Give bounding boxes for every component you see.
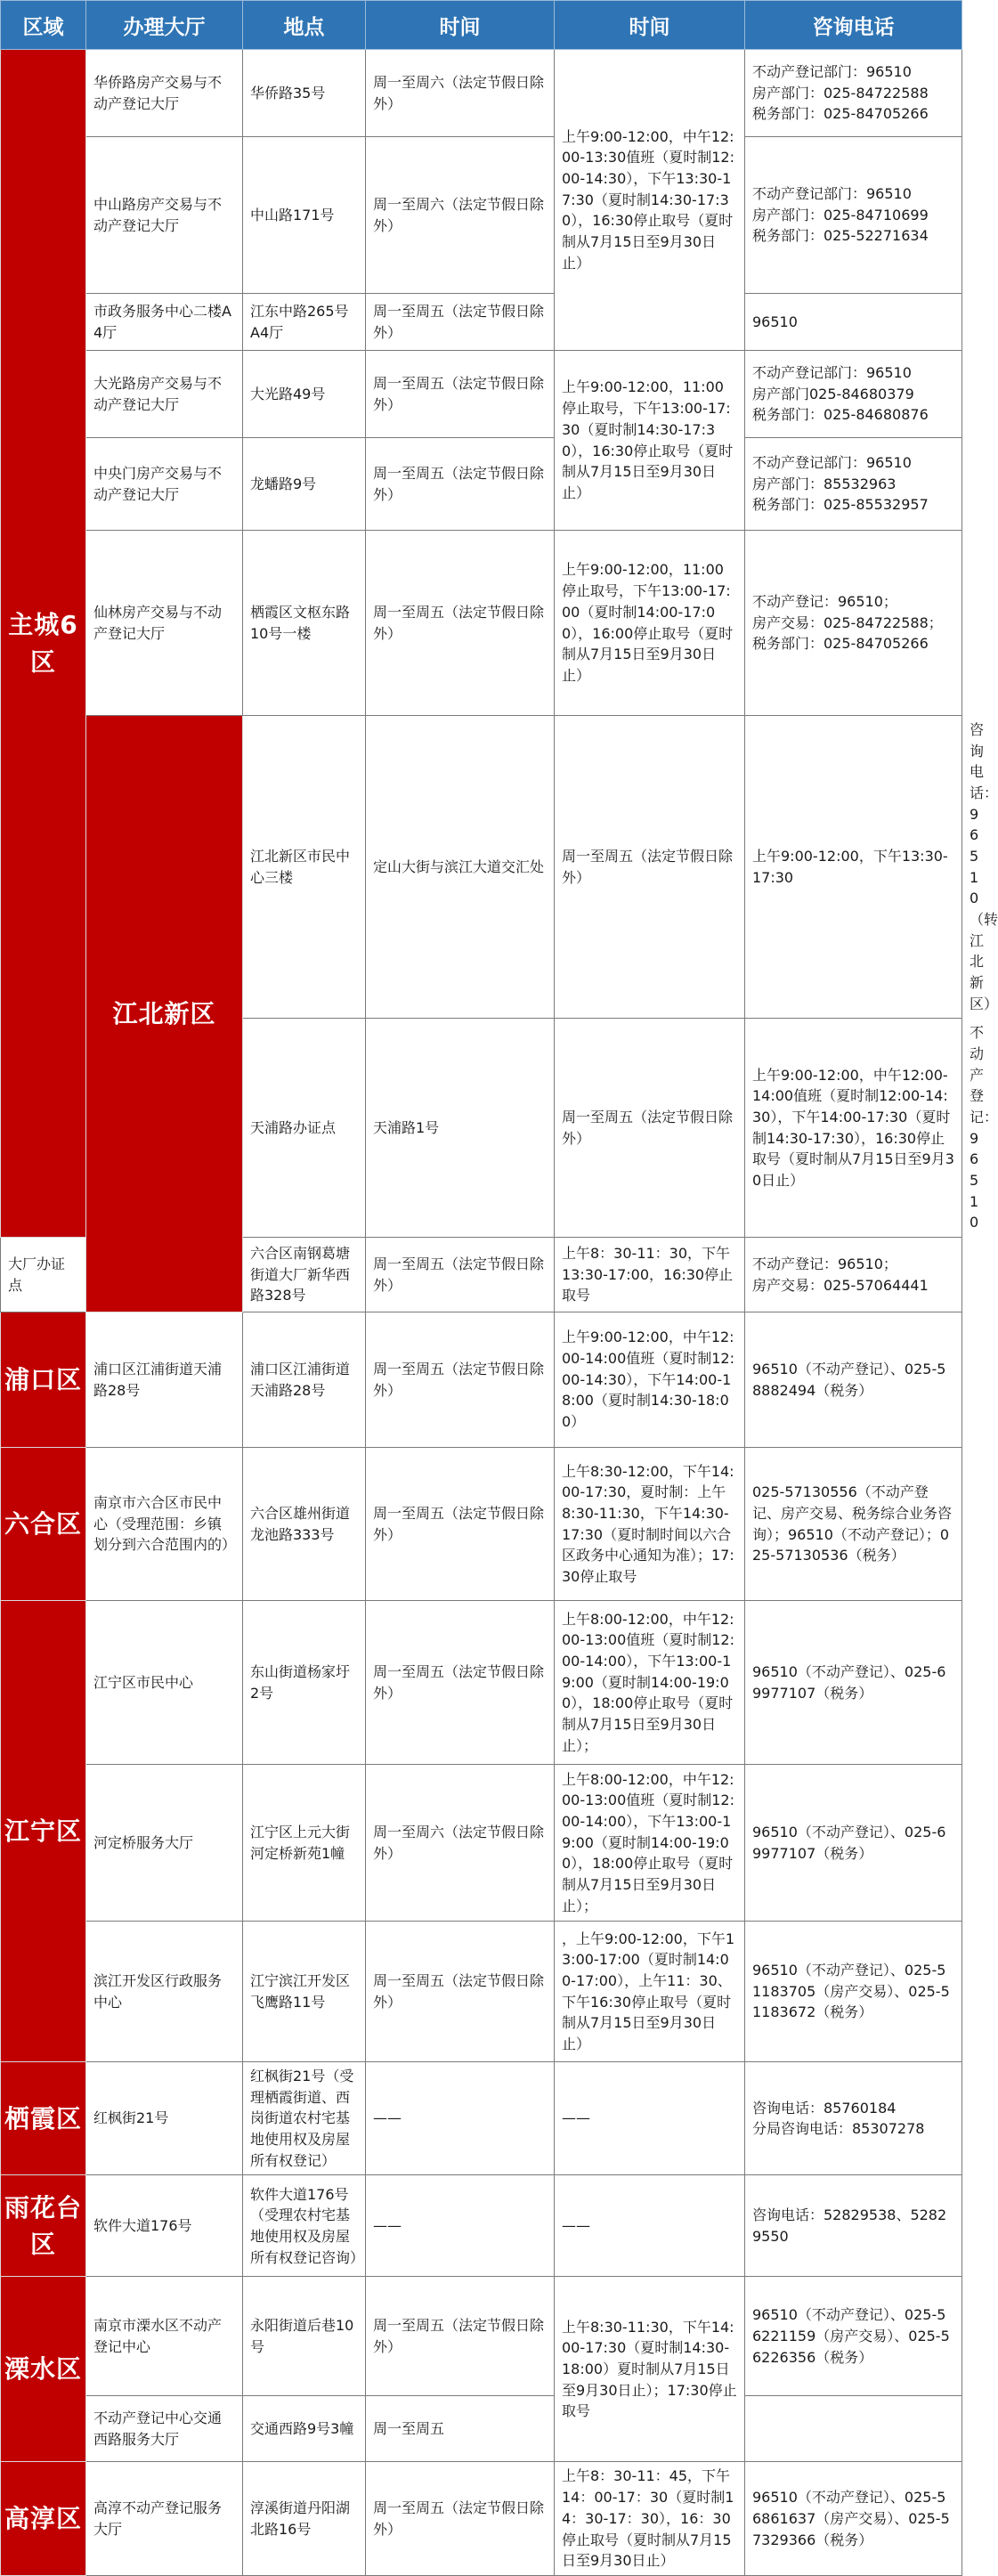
location-cell: 江宁滨江开发区飞鹰路11号 <box>243 1922 366 2062</box>
table-row <box>1 1601 962 1765</box>
table-row <box>1 2062 962 2175</box>
table-row <box>1 1765 962 1922</box>
hall-cell: 红枫街21号 <box>86 2062 243 2175</box>
hall-cell: 大光路房产交易与不动产登记大厅 <box>86 351 243 438</box>
hall-cell: 不动产登记中心交通西路服务大厅 <box>86 2396 243 2462</box>
table-row <box>1 294 962 351</box>
hall-cell: 南京市溧水区不动产登记中心 <box>86 2277 243 2396</box>
days-cell: 周一至周五（法定节假日除外） <box>555 1019 745 1238</box>
hall-cell: 南京市六合区市民中心（受理范围：乡镇划分到六合范围内的） <box>86 1448 243 1601</box>
phone-cell: 96510（不动产登记）、025-51183705（房产交易）、025-51183672（税务） <box>745 1922 962 2062</box>
hours-cell: —— <box>555 2062 745 2175</box>
days-cell: 周一至周六（法定节假日除外） <box>366 137 555 294</box>
days-cell: 周一至周五（法定节假日除外） <box>555 716 745 1019</box>
phone-cell: 96510（不动产登记）、025-56221159（房产交易）、025-56226356（税务） <box>745 2277 962 2396</box>
hours-cell: 上午9:00-12:00，11:00停止取号，下午13:00-17:30（夏时制14:30-17:30），16:30停止取号（夏时制从7月15日至9月30日止） <box>555 351 745 531</box>
table-row <box>1 531 962 716</box>
location-cell: 六合区雄州街道龙池路333号 <box>243 1448 366 1601</box>
header-location: 地点 <box>243 1 366 50</box>
hall-cell: 中央门房产交易与不动产登记大厅 <box>86 438 243 531</box>
phone-cell: 96510（不动产登记）、025-69977107（税务） <box>745 1601 962 1765</box>
hours-cell: 上午8：30-11：30，下午13:30-17:00，16:30停止取号 <box>555 1238 745 1312</box>
days-cell: 周一至周五（法定节假日除外） <box>366 531 555 716</box>
phone-cell: 96510（不动产登记）、025-69977107（税务） <box>745 1765 962 1922</box>
hours-cell: —— <box>555 2175 745 2277</box>
region-cell-yuhuatai: 雨花台区 <box>1 2175 86 2277</box>
region-cell-gaochun: 高淳区 <box>1 2462 86 2575</box>
days-cell: —— <box>366 2062 555 2175</box>
location-cell: 江宁区上元大街河定桥新苑1幢 <box>243 1765 366 1922</box>
location-cell: 东山街道杨家圩2号 <box>243 1601 366 1765</box>
hall-cell: 浦口区江浦街道天浦路28号 <box>86 1312 243 1448</box>
location-cell: 华侨路35号 <box>243 50 366 137</box>
hall-cell: 天浦路办证点 <box>243 1019 366 1238</box>
table-row <box>1 137 962 294</box>
location-cell: 红枫街21号（受理栖霞街道、西岗街道农村宅基地使用权及房屋所有权登记） <box>243 2062 366 2175</box>
hall-cell: 滨江开发区行政服务中心 <box>86 1922 243 2062</box>
days-cell: —— <box>366 2175 555 2277</box>
table-row <box>1 2175 962 2277</box>
hours-cell: 上午8:00-12:00，中午12:00-13:00值班（夏时制12:00-14:00），下午13:00-19:00（夏时制14:00-19:00），18:00停止取号（夏时制从7月15日至9月30日止）； <box>555 1765 745 1922</box>
table-row <box>1 438 962 531</box>
phone-cell: 96510（不动产登记）、025-58882494（税务） <box>745 1312 962 1448</box>
hall-cell: 高淳不动产登记服务大厅 <box>86 2462 243 2575</box>
region-cell-lishui: 溧水区 <box>1 2277 86 2462</box>
table-body <box>1 50 998 2576</box>
phone-cell: 96510（不动产登记）、025-56861637（房产交易）、025-57329366（税务） <box>745 2462 962 2575</box>
header-hall: 办理大厅 <box>86 1 243 50</box>
region-cell-jiangning: 江宁区 <box>1 1601 86 2062</box>
location-cell: 永阳街道后巷10号 <box>243 2277 366 2396</box>
hours-cell: 上午8:30-11:30，下午14:00-17:30（夏时制14:30-18:00）夏时制从7月15日至9月30日止）；17:30停止取号 <box>555 2277 745 2462</box>
hall-cell: 中山路房产交易与不动产登记大厅 <box>86 137 243 294</box>
table-header <box>1 1 962 50</box>
hours-cell: 上午9:00-12:00，下午13:30-17:30 <box>745 716 962 1019</box>
days-cell: 周一至周六（法定节假日除外） <box>366 50 555 137</box>
days-cell: 周一至周五（法定节假日除外） <box>366 1922 555 2062</box>
table-row <box>1 351 962 438</box>
location-cell: 定山大街与滨江大道交汇处 <box>366 716 555 1019</box>
hall-cell: 华侨路房产交易与不动产登记大厅 <box>86 50 243 137</box>
table-row <box>1 1448 962 1601</box>
phone-cell: 96510 <box>745 294 962 351</box>
days-cell: 周一至周五 <box>366 2396 555 2462</box>
header-region: 区域 <box>1 1 86 50</box>
location-cell: 交通西路9号3幢 <box>243 2396 366 2462</box>
region-cell-qixia: 栖霞区 <box>1 2062 86 2175</box>
region-cell-jiangbei: 江北新区 <box>86 716 243 1312</box>
phone-cell: 咨询电话：85760184 分局咨询电话：85307278 <box>745 2062 962 2175</box>
phone-cell: 不动产登记部门：96510 房产部门：025-84722588 税务部门：025-84705266 <box>745 50 962 137</box>
days-cell: 周一至周五（法定节假日除外） <box>366 1312 555 1448</box>
phone-cell: 025-57130556（不动产登记、房产交易、税务综合业务咨询）；96510（不动产登记）；025-57130536（税务） <box>745 1448 962 1601</box>
table-row: 天浦路办证点 天浦路1号 周一至周五（法定节假日除外） 上午9:00-12:00，中午12:00-14:00值班（夏时制12:00-14:30），下午14:00-17:30（夏时制14:30-17:30），16:30停止取号（夏时制从7月15日至9月30日止） 不动产登记：96510 <box>1 1019 962 1238</box>
hours-cell: 上午9:00-12:00，中午12:00-13:30值班（夏时制12:00-14:30），下午13:30-17:30（夏时制14:30-17:30），16:30停止取号（夏时制从7月15日至9月30日止） <box>555 50 745 351</box>
header-phone: 咨询电话 <box>745 1 962 50</box>
hours-cell: 上午9:00-12:00，中午12:00-14:00值班（夏时制12:00-14:30），下午14:00-17:30（夏时制14:30-17:30），16:30停止取号（夏时制从7月15日至9月30日止） <box>745 1019 962 1238</box>
location-cell: 栖霞区文枢东路10号一楼 <box>243 531 366 716</box>
table-row: 江北新区 江北新区市民中心三楼 定山大街与滨江大道交汇处 周一至周五（法定节假日除外） 上午9:00-12:00，下午13:30-17:30 咨询电话：96510（转江北新区） <box>1 716 962 1019</box>
header-days: 时间 <box>366 1 555 50</box>
table-row <box>1 50 962 137</box>
hall-cell: 市政务服务中心二楼A4厅 <box>86 294 243 351</box>
phone-cell: 不动产登记：96510； 房产交易：025-57064441 <box>745 1238 962 1312</box>
location-cell: 软件大道176号（受理农村宅基地使用权及房屋所有权登记咨询） <box>243 2175 366 2277</box>
table-row <box>1 2462 962 2575</box>
days-cell: 周一至周五（法定节假日除外） <box>366 2277 555 2396</box>
days-cell: 周一至周五（法定节假日除外） <box>366 438 555 531</box>
location-cell: 淳溪街道丹阳湖北路16号 <box>243 2462 366 2575</box>
table-row <box>1 2396 962 2462</box>
hall-cell: 江北新区市民中心三楼 <box>243 716 366 1019</box>
days-cell: 周一至周五（法定节假日除外） <box>366 294 555 351</box>
table-row <box>1 2277 962 2396</box>
location-cell: 江东中路265号A4厅 <box>243 294 366 351</box>
days-cell: 周一至周五（法定节假日除外） <box>366 1448 555 1601</box>
phone-cell: 咨询电话：52829538、52829550 <box>745 2175 962 2277</box>
phone-cell: 不动产登记：96510； 房产交易：025-84722588； 税务部门：025-84705266 <box>745 531 962 716</box>
hall-cell: 仙林房产交易与不动产登记大厅 <box>86 531 243 716</box>
region-cell-zhucheng: 主城6区 <box>1 50 86 1238</box>
days-cell: 周一至周六（法定节假日除外） <box>366 1765 555 1922</box>
location-cell: 大光路49号 <box>243 351 366 438</box>
hall-cell: 江宁区市民中心 <box>86 1601 243 1765</box>
phone-cell: 不动产登记部门：96510 房产部门：025-84710699 税务部门：025-52271634 <box>745 137 962 294</box>
hours-cell: ，上午9:00-12:00，下午13:00-17:00（夏时制14:00-17:00），上午11：30、下午16:30停止取号（夏时制从7月15日至9月30日止） <box>555 1922 745 2062</box>
hours-cell: 上午9:00-12:00，11:00停止取号，下午13:00-17:00（夏时制14:00-17:00），16:00停止取号（夏时制从7月15日至9月30日止） <box>555 531 745 716</box>
days-cell: 周一至周五（法定节假日除外） <box>366 2462 555 2575</box>
phone-cell: 不动产登记部门：96510 房产部门025-84680379 税务部门：025-84680876 <box>745 351 962 438</box>
days-cell: 周一至周五（法定节假日除外） <box>366 1601 555 1765</box>
header-hours: 时间 <box>555 1 745 50</box>
hours-cell: 上午8：30-11：45，下午14：00-17：30（夏时制14：30-17：30），16：30停止取号（夏时制从7月15日至9月30日止） <box>555 2462 745 2575</box>
days-cell: 周一至周五（法定节假日除外） <box>366 351 555 438</box>
hours-cell: 上午8:30-12:00，下午14:00-17:30，夏时制：上午8:30-11:30，下午14:30-17:30（夏时制时间以六合区政务中心通知为准）；17:30停止取号 <box>555 1448 745 1601</box>
location-cell: 龙蟠路9号 <box>243 438 366 531</box>
hours-cell: 上午9:00-12:00，中午12:00-14:00值班（夏时制12:00-14:30），下午14:00-18:00（夏时制14:30-18:00） <box>555 1312 745 1448</box>
hall-cell: 河定桥服务大厅 <box>86 1765 243 1922</box>
days-cell: 周一至周五（法定节假日除外） <box>366 1238 555 1312</box>
hours-cell: 上午8:00-12:00，中午12:00-13:00值班（夏时制12:00-14:00），下午13:00-19:00（夏时制14:00-19:00），18:00停止取号（夏时制从7月15日至9月30日止）； <box>555 1601 745 1765</box>
location-cell: 天浦路1号 <box>366 1019 555 1238</box>
phone-cell: 不动产登记部门：96510 房产部门：85532963 税务部门：025-85532957 <box>745 438 962 531</box>
header-row <box>1 1 962 50</box>
hall-cell: 大厂办证点 <box>1 1238 86 1312</box>
region-cell-pukou: 浦口区 <box>1 1312 86 1448</box>
table-row <box>1 1922 962 2062</box>
location-cell: 六合区南钢葛塘街道大厂新华西路328号 <box>243 1238 366 1312</box>
location-cell: 中山路171号 <box>243 137 366 294</box>
region-cell-liuhe: 六合区 <box>1 1448 86 1601</box>
hall-cell: 软件大道176号 <box>86 2175 243 2277</box>
location-cell: 浦口区江浦街道天浦路28号 <box>243 1312 366 1448</box>
phone-cell <box>745 2396 962 2462</box>
table-row <box>1 1312 962 1448</box>
